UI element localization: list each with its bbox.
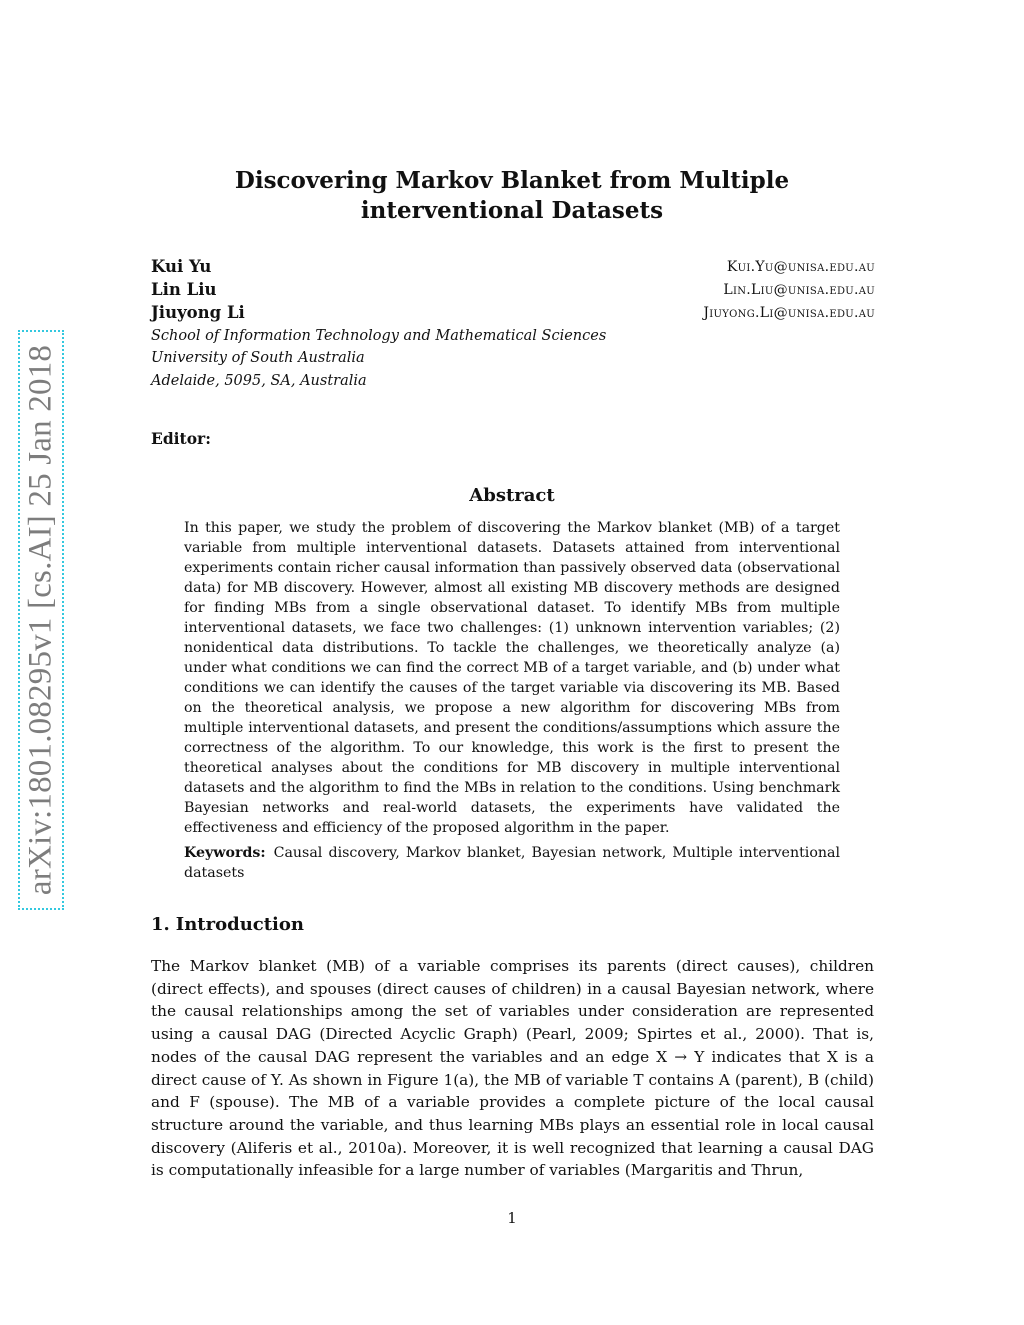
author-email[interactable]: Lin.Liu@unisa.edu.au: [723, 282, 875, 298]
section-title: Introduction: [175, 914, 304, 935]
author-email[interactable]: Jiuyong.Li@unisa.edu.au: [703, 305, 875, 321]
abstract-heading: Abstract: [469, 485, 555, 506]
keywords-text: Causal discovery, Markov blanket, Bayesian network, Multiple interventional datasets: [184, 845, 840, 881]
affiliation-line: School of Information Technology and Mathematical Sciences: [151, 328, 607, 344]
affiliation: [151, 325, 606, 392]
affiliation-line: Adelaide, 5095, SA, Australia: [151, 372, 367, 389]
author-email[interactable]: Kui.Yu@unisa.edu.au: [726, 259, 875, 275]
editor-label: Editor:: [151, 429, 211, 448]
author-row: [151, 279, 875, 302]
section-heading: [151, 914, 304, 935]
author-row: [151, 256, 875, 279]
introduction-text: The Markov blanket (MB) of a variable comprises its parents (direct causes), children (direct effects), and spouses (direct causes of children) in a causal Bayesian network, where the causal relationships among the set of variables under consideration are represented using a causal DAG (Directed Acyclic Graph) (Pearl, 2009; Spirtes et al., 2000). That is, nodes of the causal DAG represent the variables and an edge X → Y indicates that X is a direct cause of Y. As shown in Figure 1(a), the MB of variable T contains A (parent), B (child) and F (spouse). The MB of a variable provides a complete picture of the local causal structure around the variable, and thus learning MBs plays an essential role in local causal discovery (Aliferis et al., 2010a). Moreover, it is well recognized that learning a causal DAG is computationally infeasible for a large number of variables (Margaritis and Thrun,: [151, 957, 874, 1180]
author-name: Lin Liu: [151, 280, 217, 299]
abstract-text: In this paper, we study the problem of discovering the Markov blanket (MB) of a target variable from multiple interventional datasets. Datasets attained from interventional experiments contain richer causal information than passively observed data (observational data) for MB discovery. However, almost all existing MB discovery methods are designed for finding MBs from a single observational dataset. To identify MBs from multiple interventional datasets, we face two challenges: (1) unknown intervention variables; (2) nonidentical data distributions. To tackle the challenges, we theoretically analyze (a) under what conditions we can find the correct MB of a target variable, and (b) under what conditions we can identify the causes of the target variable via discovering its MB. Based on the theoretical analysis, we propose a new algorithm for discovering MBs from multiple interventional datasets, and present the conditions/assumptions which assure the correctness of the algorithm. To our knowledge, this work is the first to present the theoretical analyses about the conditions for MB discovery in multiple interventional datasets and the algorithm to find the MBs in relation to the conditions. Using benchmark Bayesian networks and real-world datasets, the experiments have validated the effectiveness and efficiency of the proposed algorithm in the paper.: [184, 520, 840, 836]
section-number: 1.: [151, 914, 170, 935]
keywords: [184, 843, 840, 883]
arxiv-identifier[interactable]: arXiv:1801.08295v1 [cs.AI] 25 Jan 2018: [22, 344, 59, 896]
author-row: [151, 302, 875, 325]
paper-title: Discovering Markov Blanket from Multiple interventional Datasets: [234, 167, 790, 224]
affiliation-line: University of South Australia: [151, 350, 365, 367]
keywords-label: Keywords:: [184, 845, 266, 861]
author-name: Kui Yu: [151, 257, 212, 276]
author-list: [151, 256, 875, 325]
page-number: 1: [507, 1209, 517, 1227]
author-name: Jiuyong Li: [151, 303, 245, 322]
